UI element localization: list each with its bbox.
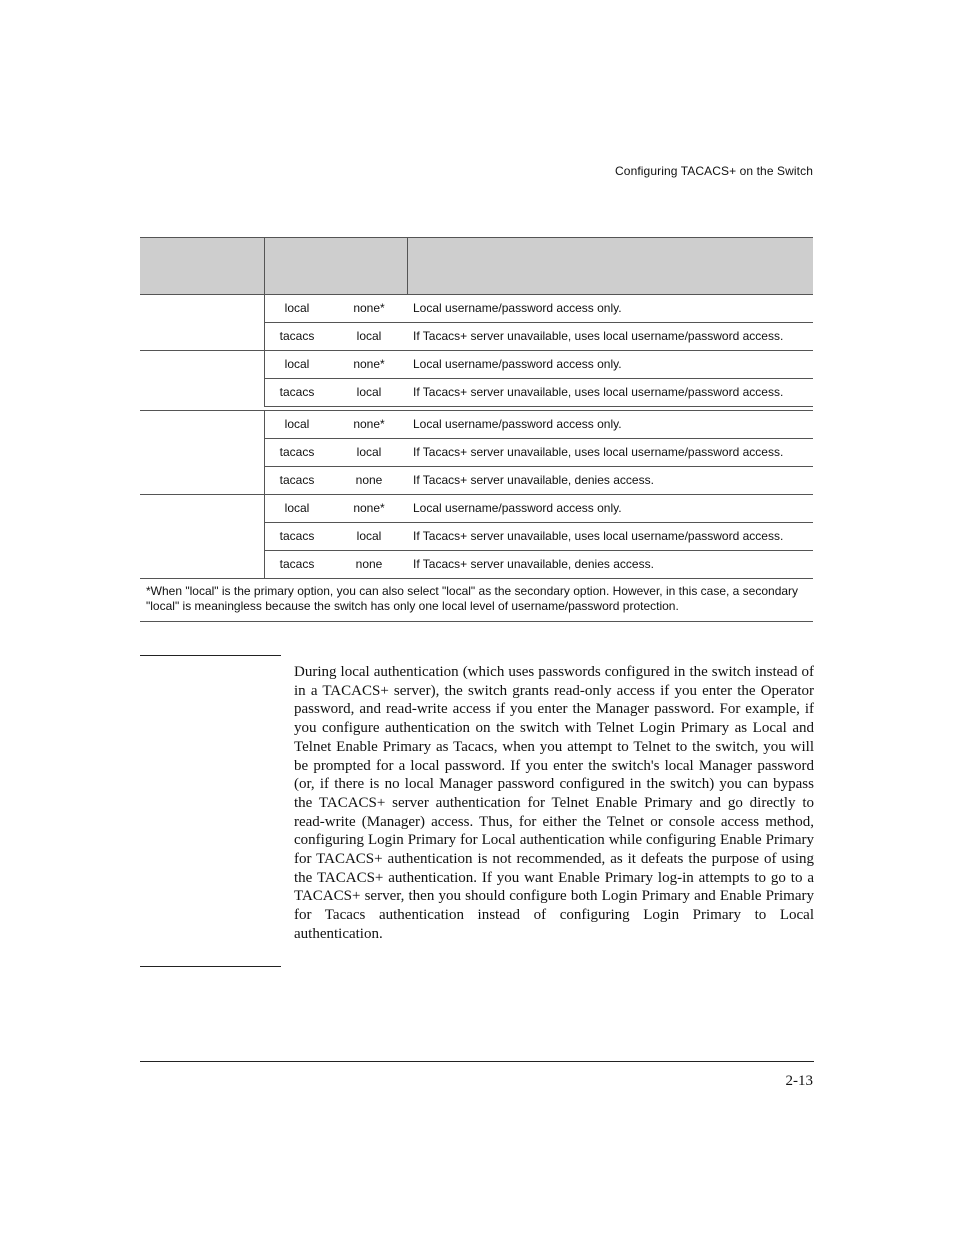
secondary-cell: none*: [353, 357, 385, 371]
table-header: [140, 237, 813, 295]
table-group: [140, 351, 813, 407]
secondary-cell: local: [356, 329, 382, 343]
secondary-cell: none*: [353, 501, 385, 515]
primary-cell: tacacs: [279, 385, 315, 399]
table-row: [265, 295, 813, 323]
meaning-cell: If Tacacs+ server unavailable, uses local username/password access.: [413, 329, 784, 343]
meaning-cell: If Tacacs+ server unavailable, uses local username/password access.: [413, 445, 784, 459]
secondary-cell: local: [356, 385, 382, 399]
secondary-cell: local: [356, 445, 382, 459]
primary-cell: local: [284, 417, 310, 431]
header-divider: [264, 238, 265, 294]
group-label-cell: [140, 295, 265, 350]
meaning-cell: If Tacacs+ server unavailable, uses local username/password access.: [413, 385, 784, 399]
meaning-cell: Local username/password access only.: [413, 357, 622, 371]
meaning-cell: If Tacacs+ server unavailable, denies access.: [413, 557, 654, 571]
note-bottom-rule: [140, 966, 281, 967]
table-row: [265, 551, 813, 578]
meaning-cell: Local username/password access only.: [413, 301, 622, 315]
table-row: [265, 467, 813, 494]
group-label-cell: [140, 411, 265, 494]
table-row: [265, 439, 813, 467]
primary-cell: tacacs: [279, 529, 315, 543]
secondary-cell: none*: [353, 301, 385, 315]
meaning-cell: If Tacacs+ server unavailable, denies access.: [413, 473, 654, 487]
page-number: 2-13: [785, 1073, 813, 1089]
primary-cell: tacacs: [279, 329, 315, 343]
secondary-cell: none*: [353, 417, 385, 431]
table-group: [140, 411, 813, 495]
note-paragraph: During local authentication (which uses passwords configured in the switch instead of in a TACACS+ server), the switch grants read-only access if you enter the Operator password, and read-write access if you enter the Manager password. For example, if you configure authentication on the switch with Telnet Login Primary as Local and Telnet Enable Primary as Tacacs, when you attempt to Telnet to the switch, you will be prompted for a local password. If you enter the switch's local Manager password (or, if there is no local Manager password configured in the switch) you can bypass the TACACS+ server authentication for Telnet Enable Primary and go directly to read-write (Manager) access. Thus, for either the Telnet or console access method, configuring Login Primary for Local authentication while configuring Enable Primary for TACACS+ authentication is not recommended, as it defeats the purpose of using the TACACS+ authentication. If you want Enable Primary log-in attempts to go to a TACACS+ server, then you should configure both Login Primary and Enable Primary for Tacacs authentication instead of configuring Login Primary to Local authentication.: [294, 664, 814, 942]
primary-cell: local: [284, 357, 310, 371]
primary-cell: tacacs: [279, 445, 315, 459]
table-group: [140, 295, 813, 351]
running-header: Configuring TACACS+ on the Switch: [615, 164, 813, 178]
note-top-rule: [140, 655, 281, 656]
table-row: [265, 411, 813, 439]
meaning-cell: Local username/password access only.: [413, 417, 622, 431]
group-label-cell: [140, 495, 265, 578]
primary-cell: local: [284, 501, 310, 515]
secondary-cell: none: [355, 557, 383, 571]
header-divider: [407, 238, 408, 294]
footer-rule: [140, 1061, 814, 1062]
group-label-cell: [140, 351, 265, 407]
table-row: [265, 523, 813, 551]
table-row: [265, 379, 813, 407]
table-row: [265, 323, 813, 350]
meaning-cell: Local username/password access only.: [413, 501, 622, 515]
table-group: [140, 495, 813, 579]
secondary-cell: none: [355, 473, 383, 487]
authentication-options-table: [140, 237, 813, 622]
table-row: [265, 495, 813, 523]
table-row: [265, 351, 813, 379]
primary-cell: local: [284, 301, 310, 315]
table-footnote: *When "local" is the primary option, you can also select "local" as the secondary option. However, in this case, a secondary "local" is meaningless because the switch has only one local level of username/password protection.: [140, 579, 813, 622]
secondary-cell: local: [356, 529, 382, 543]
primary-cell: tacacs: [279, 473, 315, 487]
meaning-cell: If Tacacs+ server unavailable, uses local username/password access.: [413, 529, 784, 543]
primary-cell: tacacs: [279, 557, 315, 571]
